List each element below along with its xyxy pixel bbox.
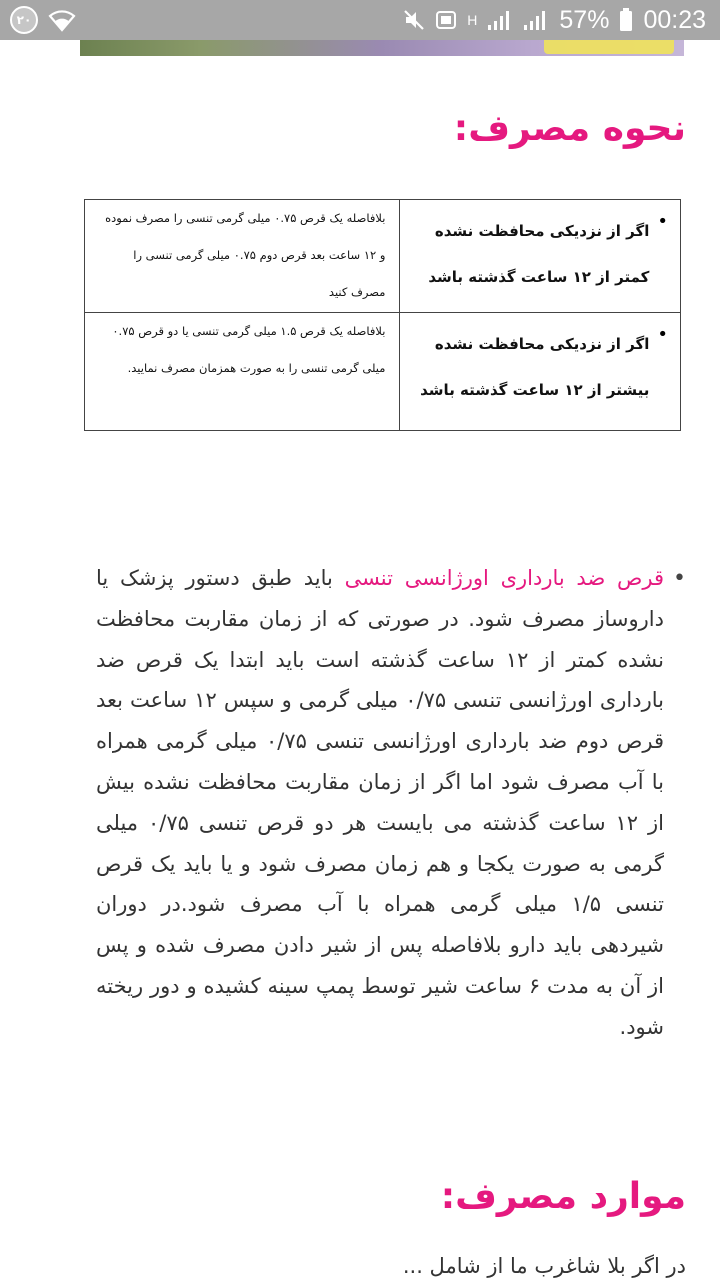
data-saver-icon (435, 9, 457, 31)
condition-text: اگر از نزدیکی محافظت نشده بیشتر از ۱۲ ساعت گذشته باشد (420, 335, 650, 399)
product-link[interactable]: قرص ضد بارداری اورژانسی تنسی (344, 566, 664, 590)
instruction-text: بلافاصله یک قرص ۰.۷۵ میلی گرمی تنسی را مصرف نموده و ۱۲ ساعت بعد قرص دوم ۰.۷۵ میلی گرمی تنسی را مصرف کنید (105, 211, 386, 299)
table-cell-instruction (85, 200, 400, 313)
usage-paragraph (96, 558, 686, 1048)
battery-icon (619, 8, 633, 32)
table-row (85, 200, 681, 313)
table-cell-instruction (85, 313, 400, 431)
status-bar (0, 0, 720, 40)
section-title-indications: موارد مصرف: (440, 1176, 686, 1217)
notification-count-badge: ۲۰ (10, 6, 38, 34)
indications-first-line: در اگر بلا شاغرب ما از شامل ... (402, 1254, 686, 1278)
bullet-icon: • (657, 211, 668, 232)
mute-icon (403, 9, 425, 31)
paragraph-body (96, 558, 664, 1048)
section-title-usage: نحوه مصرف: (453, 108, 686, 149)
paragraph-text: باید طبق دستور پزشک یا داروساز مصرف شود. در صورتی که از زمان مقاربت محافظت نشده کمتر از ۱۲ ساعت گذشته است باید ابتدا یک قرص ضد بارداری اورژانسی تنسی ۰/۷۵ میلی گرمی و سپس ۱۲ ساعت بعد قرص دوم ضد بارداری اورژانسی تنسی ۰/۷۵ میلی گرمی همراه با آب مصرف شود اما اگر از زمان مقاربت محافظت نشده بیش از ۱۲ ساعت گذشته می بایست هر دو قرص تنسی ۰/۷۵ میلی گرمی به صورت یکجا و هم زمان مصرف شود و یا باید یک قرص تنسی ۱/۵ میلی گرمی همراه با آب مصرف شود.در دوران شیردهی باید دارو بلافاصله پس از شیر دادن مصرف شده و پس از آن به مدت ۶ ساعت شیر توسط پمپ سینه کشیده و دور ریخته شود. (96, 566, 664, 1039)
table-cell-condition (400, 313, 681, 431)
bullet-icon: • (673, 566, 686, 591)
banner-text-strip (544, 40, 674, 54)
bullet-icon: • (657, 324, 668, 345)
condition-text: اگر از نزدیکی محافظت نشده کمتر از ۱۲ ساعت گذشته باشد (428, 222, 650, 286)
table-cell-condition (400, 200, 681, 313)
signal-strength-icon-sim2 (523, 9, 549, 31)
network-type-label: H (467, 12, 478, 28)
instruction-text: بلافاصله یک قرص ۱.۵ میلی گرمی تنسی یا دو قرص ۰.۷۵ میلی گرمی تنسی را به صورت همزمان مصرف نمایید. (112, 324, 386, 375)
battery-percent: 57% (559, 5, 610, 34)
dosage-table (84, 199, 681, 431)
wifi-icon (48, 8, 76, 32)
table-row (85, 313, 681, 431)
article-banner-image (80, 40, 684, 56)
clock-time: 00:23 (643, 5, 706, 34)
signal-strength-icon (487, 9, 513, 31)
